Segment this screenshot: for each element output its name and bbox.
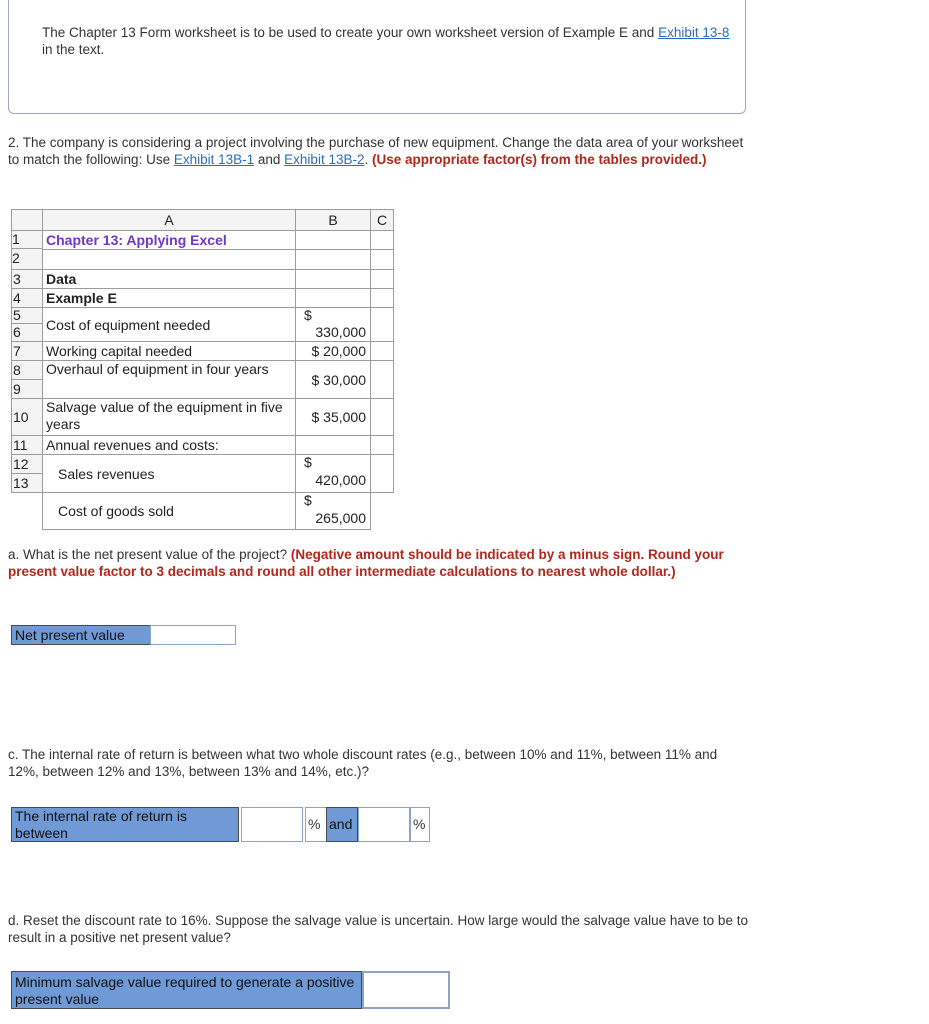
- label-cell: Annual revenues and costs:: [43, 436, 296, 455]
- row-number: 9: [12, 379, 42, 398]
- intro-text: The Chapter 13 Form worksheet is to be used to create your own worksheet version of Example E and Exhibit 13-8 in the text.: [42, 25, 730, 57]
- row-number: 2: [12, 248, 42, 268]
- title-cell: Chapter 13: Applying Excel: [43, 231, 296, 270]
- net-present-value-input[interactable]: [150, 625, 236, 645]
- label-cell: Overhaul of equipment in four years: [43, 361, 296, 399]
- question-2-instruction: (Use appropriate factor(s) from the tables provided.): [371, 152, 707, 167]
- value-cell[interactable]: $ 330,000: [296, 308, 371, 342]
- column-header-c: C: [371, 210, 394, 231]
- row-number: 10: [12, 399, 43, 436]
- label-cell: Cost of equipment needed: [43, 308, 296, 342]
- data-header-cell: Data: [43, 270, 296, 289]
- exhibit-13b-1-link[interactable]: Exhibit 13B-1: [173, 152, 255, 167]
- row-number: 7: [12, 342, 43, 361]
- label-cell: Salvage value of the equipment in five years: [43, 399, 296, 436]
- row-number: 3: [12, 270, 43, 289]
- value-cell[interactable]: $ 30,000: [296, 361, 371, 399]
- percent-sign-1: %: [305, 807, 327, 842]
- row-number: 6: [12, 323, 42, 341]
- irr-label: The internal rate of return is between: [11, 807, 239, 842]
- label-cell: Sales revenues: [43, 455, 296, 493]
- question-a-instruction: (Negative amount should be indicated by a minus sign. Round your present value factor to 3 decimals and round all other intermediate calculations to nearest whole dollar.): [8, 547, 724, 579]
- example-header-cell: Example E: [43, 289, 296, 308]
- question-2: 2. The company is considering a project involving the purchase of new equipment. Change the data area of your worksheet to match the following: Use Exhibit 13B-1 and Exhibit 13B-2. (Use appropriate factor(s) from the tables provided.): [8, 135, 744, 167]
- value-cell[interactable]: $ 20,000: [296, 342, 371, 361]
- value-cell[interactable]: $ 35,000: [296, 399, 371, 436]
- row-number: 13: [12, 473, 42, 492]
- row-number: 12: [13, 456, 29, 472]
- min-salvage-label: Minimum salvage value required to generate a positive present value: [11, 971, 362, 1009]
- irr-lower-input[interactable]: [241, 807, 303, 842]
- spreadsheet: [11, 209, 394, 530]
- question-c: c. The internal rate of return is between what two whole discount rates (e.g., between 10% and 11%, between 11% and 12%, between 12% and 13%, between 13% and 14%, etc.)?: [8, 747, 718, 779]
- irr-upper-input[interactable]: [358, 807, 410, 842]
- question-a: a. What is the net present value of the project? (Negative amount should be indicated by a minus sign. Round your present value factor to 3 decimals and round all other intermediate calculations to nearest whole dollar.): [8, 547, 724, 579]
- corner-cell: [12, 210, 43, 231]
- value-cell[interactable]: $ 420,000: [296, 455, 371, 493]
- percent-sign-2: %: [410, 807, 430, 842]
- column-header-b: B: [296, 210, 371, 231]
- row-number: 8: [13, 362, 21, 378]
- min-salvage-input[interactable]: [362, 971, 450, 1009]
- exhibit-13b-2-link[interactable]: Exhibit 13B-2: [284, 152, 365, 167]
- row-number: 1: [12, 231, 20, 247]
- label-cell: Cost of goods sold: [43, 493, 296, 530]
- label-cell: Working capital needed: [43, 342, 296, 361]
- question-d: d. Reset the discount rate to 16%. Suppose the salvage value is uncertain. How large would the salvage value have to be to result in a positive net present value?: [8, 913, 748, 945]
- row-number: 5: [13, 307, 21, 323]
- row-number: 4: [12, 289, 43, 308]
- column-header-a: A: [43, 210, 296, 231]
- exhibit-13-8-link[interactable]: Exhibit 13-8: [658, 25, 730, 40]
- net-present-value-label: Net present value: [11, 625, 152, 645]
- and-label: and: [326, 807, 358, 842]
- row-number: 11: [12, 436, 43, 455]
- value-cell[interactable]: $ 265,000: [296, 493, 371, 530]
